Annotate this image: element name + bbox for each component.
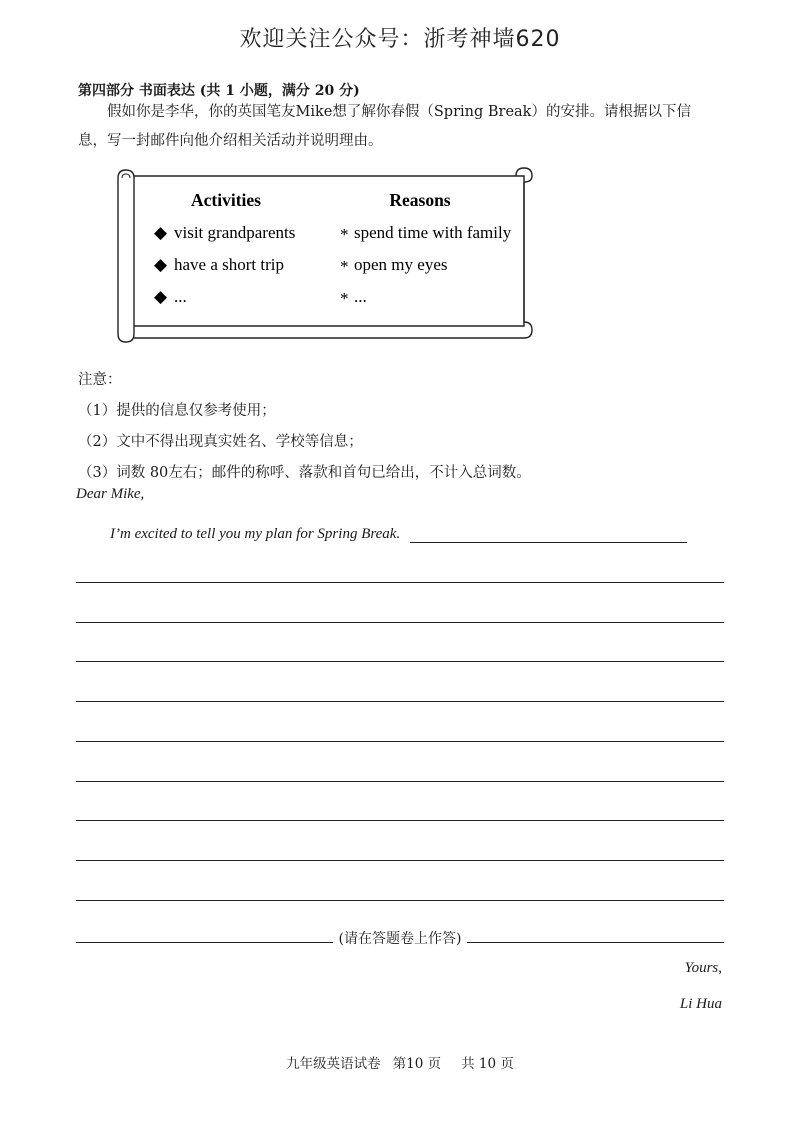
row-3-reason: ...	[354, 287, 367, 306]
row-3-bullet: ◆	[154, 287, 168, 306]
opening-answer-line[interactable]	[410, 542, 687, 543]
table-header-activities: Activities	[191, 190, 261, 210]
notes-title: 注意：	[78, 372, 122, 388]
writing-prompt	[78, 98, 718, 156]
scroll-left-roll	[118, 170, 134, 342]
row-2-activity: have a short trip	[174, 255, 284, 274]
answer-sheet-note-text: (请在答题卷上作答)	[333, 931, 468, 947]
table-header-reasons: Reasons	[389, 190, 451, 210]
note-item-1: （1）提供的信息仅参考使用；	[78, 403, 276, 419]
opening-sentence: I’m excited to tell you my plan for Spring Break.	[110, 526, 401, 542]
note-item-3: （3）词数 80左右；邮件的称呼、落款和首句已给出，不计入总词数。	[78, 465, 531, 481]
row-2-star: *	[340, 257, 349, 276]
notes-block	[78, 365, 531, 489]
note-item-2: （2）文中不得出现真实姓名、学校等信息；	[78, 434, 363, 450]
signature: Li Hua	[679, 996, 722, 1012]
writing-line[interactable]	[76, 661, 724, 662]
footer-total-pages: 共 10 页	[461, 1056, 514, 1072]
section-title: 第四部分 书面表达 (共 1 小题，满分 20 分)	[78, 83, 360, 99]
writing-line[interactable]	[76, 900, 724, 901]
writing-line[interactable]	[76, 582, 724, 583]
row-1-star: *	[340, 225, 349, 244]
writing-line[interactable]	[76, 701, 724, 702]
answer-sheet-note	[0, 928, 800, 948]
row-2-reason: open my eyes	[354, 255, 448, 274]
writing-line[interactable]	[76, 741, 724, 742]
page-footer	[0, 1052, 800, 1072]
row-2-bullet: ◆	[154, 255, 168, 274]
row-1-bullet: ◆	[154, 223, 168, 242]
writing-line[interactable]	[76, 820, 724, 821]
writing-line[interactable]	[76, 860, 724, 861]
scroll-banner	[112, 166, 538, 344]
row-1-reason: spend time with family	[354, 223, 512, 242]
writing-line[interactable]	[76, 781, 724, 782]
writing-line[interactable]	[76, 622, 724, 623]
footer-paper-title: 九年级英语试卷	[286, 1056, 381, 1072]
prompt-line-1: 假如你是李华，你的英国笔友Mike想了解你春假（Spring Break）的安排。请根据以下信	[107, 104, 691, 120]
closing: Yours,	[684, 960, 722, 976]
prompt-line-2: 息，写一封邮件向他介绍相关活动并说明理由。	[78, 133, 383, 149]
row-3-activity: ...	[174, 287, 187, 306]
footer-page-number: 第10 页	[392, 1056, 442, 1072]
row-1-activity: visit grandparents	[174, 223, 296, 242]
salutation: Dear Mike,	[76, 486, 145, 502]
watermark-header: 欢迎关注公众号：浙考神墙620	[239, 27, 561, 52]
row-3-star: *	[340, 289, 349, 308]
